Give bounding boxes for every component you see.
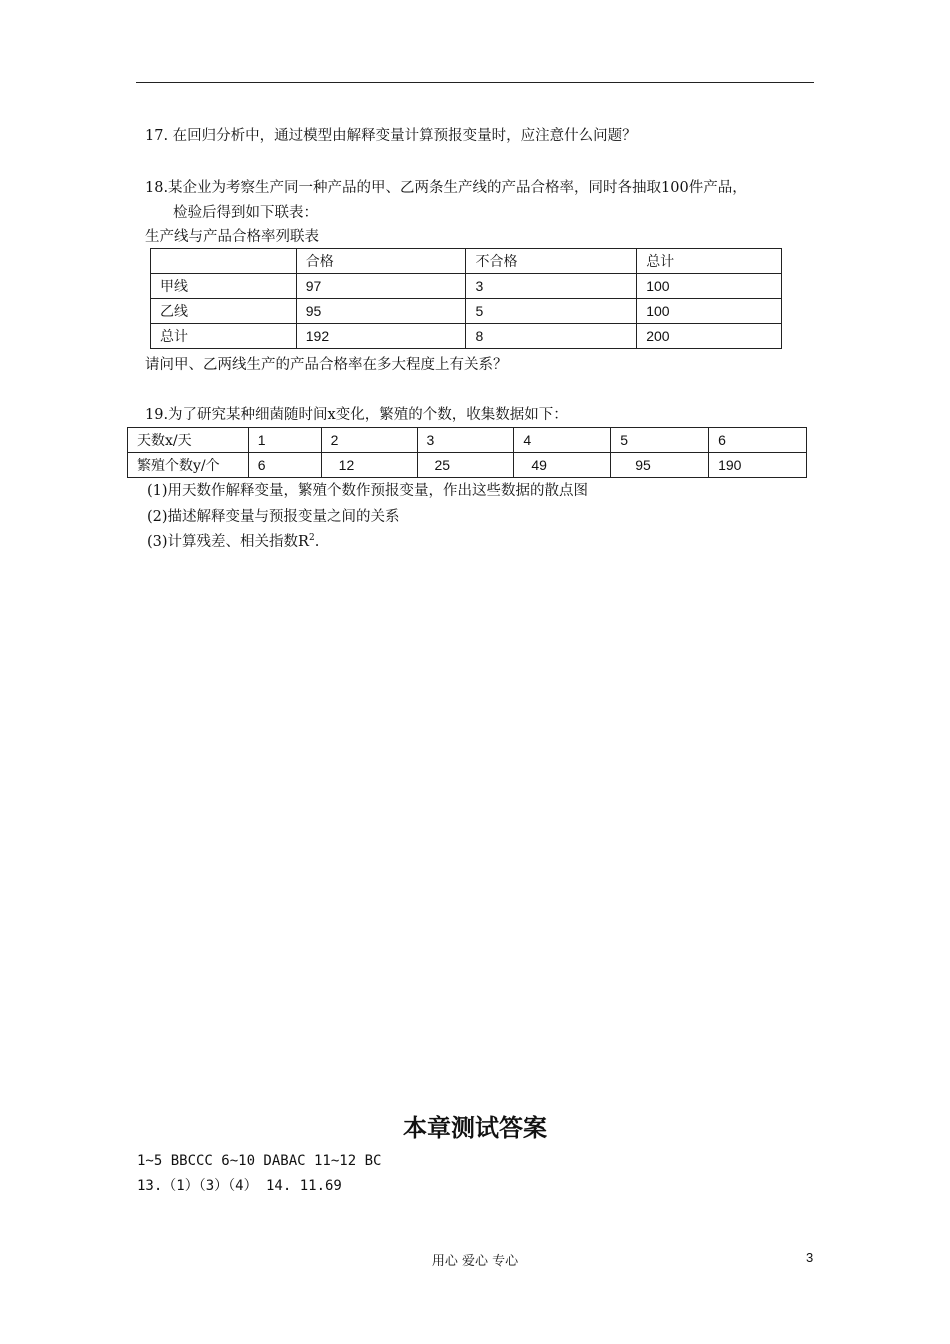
answers-title: 本章测试答案 <box>403 1114 547 1142</box>
question-19-intro: 19.为了研究某种细菌随时间x变化，繁殖的个数，收集数据如下： <box>145 407 568 423</box>
table-cell: 100 <box>637 274 782 299</box>
table-cell: 1 <box>248 428 321 453</box>
table-cell: 总计 <box>637 249 782 274</box>
superscript-2: 2 <box>308 533 315 544</box>
table-row <box>128 453 807 478</box>
table-cell: 8 <box>466 324 637 349</box>
answers-line2: 13.（1）（3）（4） 14. 11.69 <box>137 1178 342 1194</box>
table-caption: 生产线与产品合格率列联表 <box>145 229 319 245</box>
table-cell: 6 <box>709 428 807 453</box>
table-cell: 95 <box>611 453 709 478</box>
table-cell: 200 <box>637 324 782 349</box>
question-19-part2: (2)描述解释变量与预报变量之间的关系 <box>147 509 400 525</box>
table-cell: 合格 <box>296 249 466 274</box>
contingency-table <box>150 248 782 349</box>
table-cell: 3 <box>417 428 514 453</box>
table-cell: 192 <box>296 324 466 349</box>
table-cell: 190 <box>709 453 807 478</box>
part3-period: . <box>314 534 320 550</box>
table-cell: 4 <box>514 428 611 453</box>
table-cell: 繁殖个数y/个 <box>128 453 249 478</box>
table-cell: 12 <box>321 453 417 478</box>
table-cell: 100 <box>637 299 782 324</box>
header-rule <box>136 82 814 83</box>
part3-text: (3)计算残差、相关指数R <box>147 534 309 550</box>
table-row <box>128 428 807 453</box>
table-row <box>151 324 782 349</box>
question-19-part1: (1)用天数作解释变量，繁殖个数作预报变量，作出这些数据的散点图 <box>147 483 589 499</box>
table-header-row <box>151 249 782 274</box>
table-cell: 2 <box>321 428 417 453</box>
bacteria-data-table <box>127 427 807 478</box>
table-cell: 天数x/天 <box>128 428 249 453</box>
table-cell: 25 <box>417 453 514 478</box>
table-row <box>151 299 782 324</box>
question-19-part3 <box>147 533 319 551</box>
table-cell: 97 <box>296 274 466 299</box>
footer-text: 用心 爱心 专心 <box>431 1254 519 1269</box>
question-17: 17. 在回归分析中，通过模型由解释变量计算预报变量时，应注意什么问题？ <box>145 128 637 144</box>
table-cell: 不合格 <box>466 249 637 274</box>
table-cell: 5 <box>611 428 709 453</box>
table-cell: 3 <box>466 274 637 299</box>
question-18-line2: 检验后得到如下联表： <box>173 205 318 221</box>
table-cell: 乙线 <box>151 299 297 324</box>
table-cell: 总计 <box>151 324 297 349</box>
table-cell <box>151 249 297 274</box>
question-18-line1: 18.某企业为考察生产同一种产品的甲、乙两条生产线的产品合格率，同时各抽取100件产品， <box>145 180 747 196</box>
table-row <box>151 274 782 299</box>
table-cell: 6 <box>248 453 321 478</box>
table-cell: 5 <box>466 299 637 324</box>
page-number: 3 <box>806 1250 814 1265</box>
question-18-ask: 请问甲、乙两线生产的产品合格率在多大程度上有关系？ <box>145 357 508 373</box>
table-cell: 95 <box>296 299 466 324</box>
answers-line1: 1~5 BBCCC 6~10 DABAC 11~12 BC <box>137 1153 382 1169</box>
table-cell: 49 <box>514 453 611 478</box>
table-cell: 甲线 <box>151 274 297 299</box>
